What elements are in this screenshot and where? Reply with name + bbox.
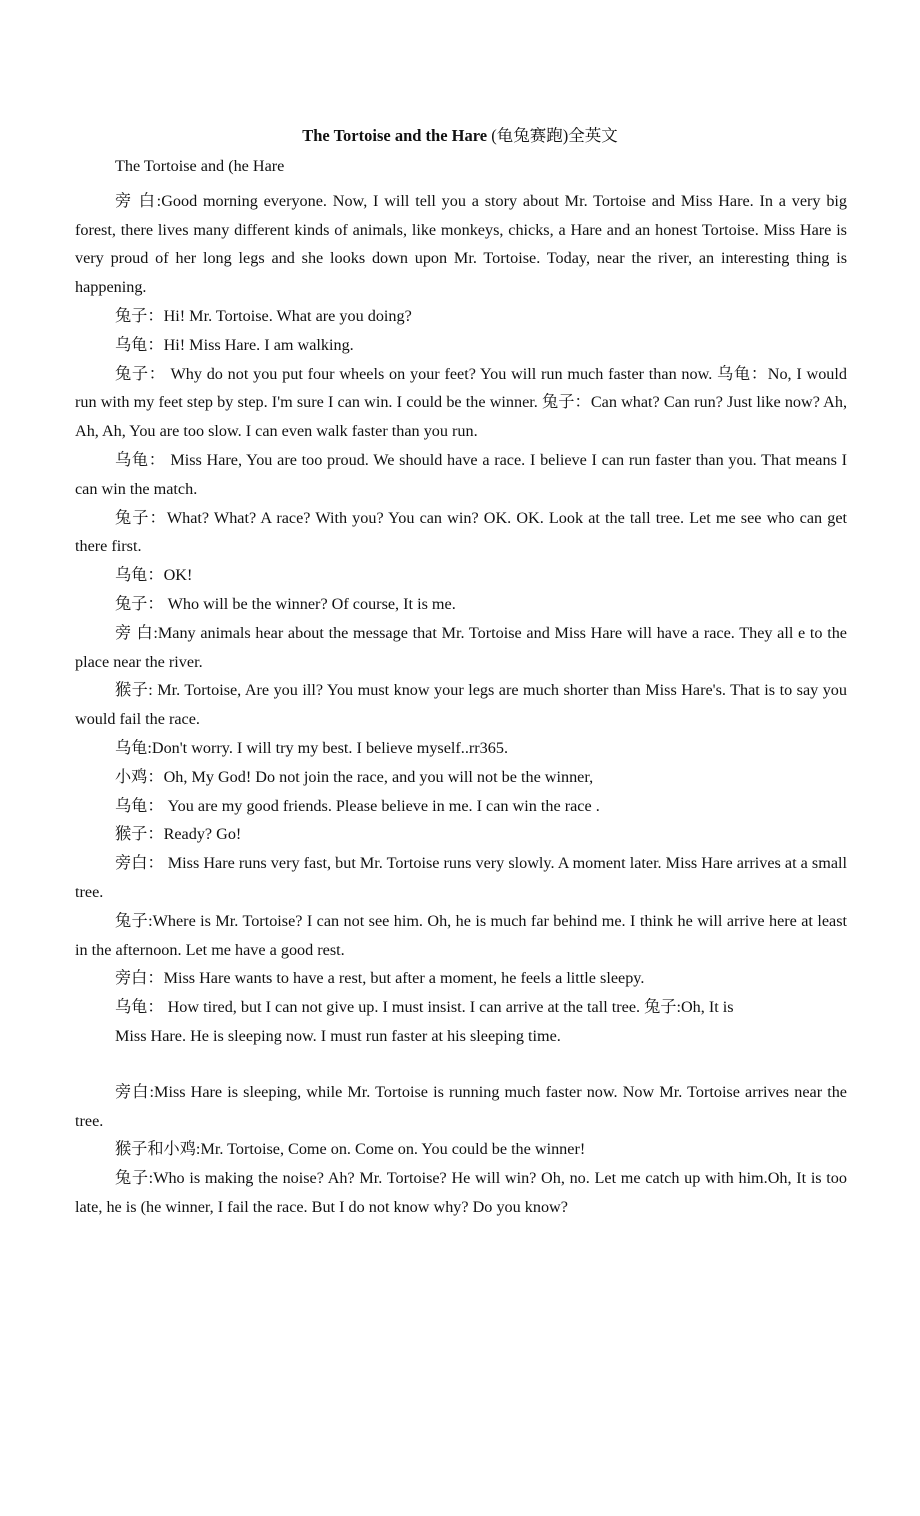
speaker: 兔子： bbox=[115, 306, 164, 325]
paragraph bbox=[75, 1164, 847, 1222]
speaker: 兔子: bbox=[115, 911, 153, 930]
line: Mr. Tortoise, Come on. Come on. You could be the winner! bbox=[200, 1140, 586, 1159]
paragraph bbox=[75, 360, 847, 446]
title-rest: (龟兔赛跑)全英文 bbox=[487, 126, 618, 145]
paragraph bbox=[75, 504, 847, 562]
line: Miss Hare runs very fast, but Mr. Tortoise runs very slowly. A moment later. Miss Hare arrives at a small tree. bbox=[75, 854, 848, 901]
paragraph bbox=[75, 993, 847, 1022]
paragraph bbox=[75, 561, 847, 590]
line: Miss Hare, You are too proud. We should have a race. I believe I can run faster than you. That means I can win the match. bbox=[75, 450, 848, 498]
speaker: 乌龟： bbox=[115, 335, 164, 354]
speaker: 旁白: bbox=[115, 1082, 155, 1101]
line: Miss Hare wants to have a rest, but after a moment, he feels a little sleepy. bbox=[163, 969, 645, 988]
line: Many animals hear about the message that Mr. Tortoise and Miss Hare will have a race. They all e to the place near the river. bbox=[75, 623, 847, 671]
line: What? What? A race? With you? You can win? OK. OK. Look at the tall tree. Let me see who can get there first. bbox=[75, 508, 848, 556]
line: Don't worry. I will try my best. I believe myself..rr365. bbox=[151, 738, 508, 757]
paragraph bbox=[75, 964, 847, 993]
paragraph bbox=[75, 619, 847, 677]
line: Miss Hare is sleeping, while Mr. Tortoise is running much faster now. Now Mr. Tortoise arrives near the tree. bbox=[75, 1082, 847, 1130]
speaker: 乌龟： bbox=[115, 998, 164, 1017]
paragraph bbox=[75, 763, 847, 792]
paragraph bbox=[75, 820, 847, 849]
blank-line bbox=[75, 1051, 847, 1078]
paragraph bbox=[75, 1078, 847, 1136]
paragraph bbox=[75, 849, 847, 907]
line: Who is making the noise? Ah? Mr. Tortoise? He will win? Oh, no. Let me catch up with him.Oh, It is too late, he is (he winner, I fail the race. But I do not know why? Do you know? bbox=[75, 1169, 847, 1216]
paragraph bbox=[75, 1135, 847, 1164]
speaker: 猴子和小鸡: bbox=[115, 1140, 201, 1159]
paragraph bbox=[75, 734, 847, 763]
speaker: 猴子: bbox=[115, 681, 153, 700]
line: Miss Hare. He is sleeping now. I must run faster at his sleeping time. bbox=[115, 1026, 561, 1045]
speaker: 乌龟： bbox=[115, 450, 166, 469]
speaker: 小鸡： bbox=[115, 767, 164, 786]
page-title bbox=[0, 126, 920, 146]
speaker: 旁 白: bbox=[115, 191, 162, 210]
paragraph bbox=[75, 907, 847, 965]
speaker: 旁白： bbox=[115, 854, 164, 873]
line: How tired, but I can not give up. I must insist. I can arrive at the tall tree. 兔子:Oh, It is bbox=[163, 998, 734, 1017]
speaker: 兔子： bbox=[115, 364, 166, 383]
paragraph bbox=[75, 1022, 847, 1051]
line: Hi! Miss Hare. I am walking. bbox=[163, 335, 354, 354]
speaker: 猴子： bbox=[115, 825, 164, 844]
paragraph bbox=[75, 446, 847, 504]
paragraph bbox=[75, 792, 847, 821]
line: Mr. Tortoise, Are you ill? You must know your legs are much shorter than Miss Hare's. That is to say you would fail the race. bbox=[75, 681, 847, 729]
paragraph bbox=[75, 187, 847, 302]
line: Oh, My God! Do not join the race, and you will not be the winner, bbox=[163, 767, 594, 786]
speaker: 兔子: bbox=[115, 1169, 154, 1188]
paragraph bbox=[75, 302, 847, 331]
speaker: 乌龟： bbox=[115, 796, 164, 815]
story-body bbox=[75, 152, 847, 1222]
paragraph bbox=[75, 676, 847, 734]
title-bold: The Tortoise and the Hare bbox=[302, 126, 488, 145]
line: Why do not you put four wheels on your feet? You will run much faster than now. 乌龟：No, I would run with my feet step by step. I'm sure I can win. I could be the winner. 兔子：Can what? Can run? Just like now? Ah, Ah, Ah, You are too slow. I can even walk faster than you run. bbox=[75, 364, 847, 441]
line: Ready? Go! bbox=[163, 825, 242, 844]
line: Where is Mr. Tortoise? I can not see him. Oh, he is much far behind me. I think he will arrive here at least in the afternoon. Let me have a good rest. bbox=[75, 911, 848, 959]
speaker: 旁 白: bbox=[115, 623, 158, 642]
speaker: 兔子： bbox=[115, 508, 167, 527]
speaker: 兔子： bbox=[115, 594, 164, 613]
line: You are my good friends. Please believe in me. I can win the race . bbox=[163, 796, 600, 815]
speaker: 乌龟: bbox=[115, 738, 152, 757]
paragraph bbox=[75, 331, 847, 360]
speaker: 旁白： bbox=[115, 969, 164, 988]
speaker: 乌龟： bbox=[115, 566, 164, 585]
subtitle: The Tortoise and (he Hare bbox=[115, 157, 285, 175]
paragraph bbox=[75, 590, 847, 619]
line: Who will be the winner? Of course, It is me. bbox=[163, 594, 456, 613]
line: Hi! Mr. Tortoise. What are you doing? bbox=[163, 306, 412, 325]
line: Good morning everyone. Now, I will tell you a story about Mr. Tortoise and Miss Hare. In a very big forest, there lives many different kinds of animals, like monkeys, chicks, a Hare and an honest Tortoise. Miss Hare is very proud of her long legs and she looks down upon Mr. Tortoise. Today, near the river, an interesting thing is happening. bbox=[75, 191, 848, 297]
line: OK! bbox=[163, 566, 193, 585]
